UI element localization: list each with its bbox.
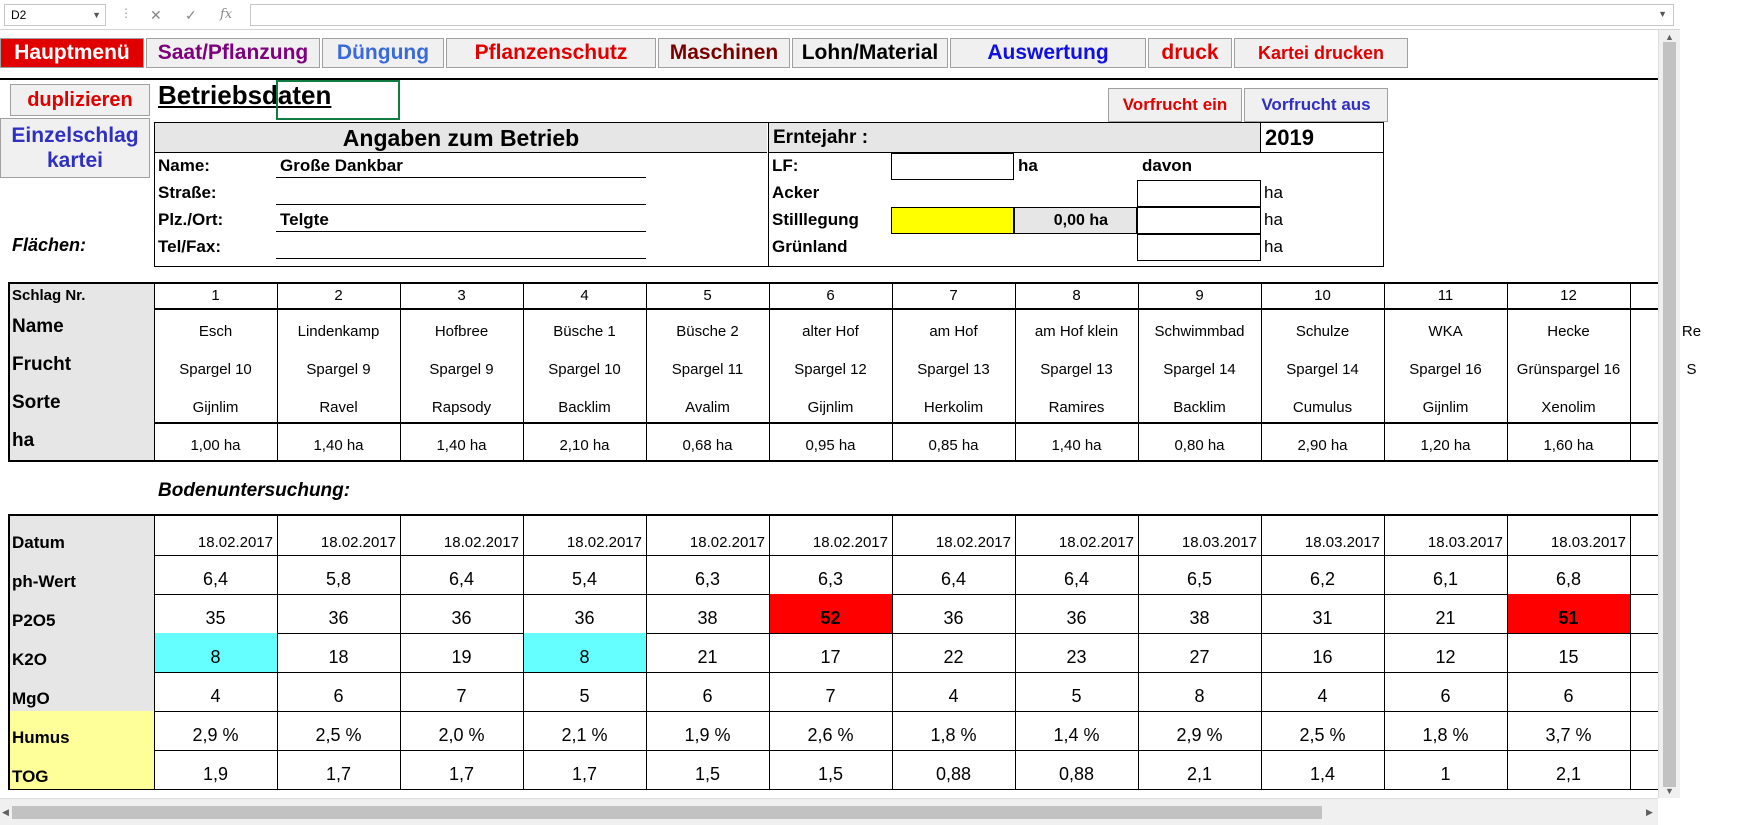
soil-datum-cell[interactable]: 18.02.2017 [935,534,1011,551]
soil-ph-cell[interactable]: 6,4 [940,569,967,589]
row-label-tog: TOG [8,750,154,789]
field-schlag-nr-cell[interactable]: 5 [703,287,712,304]
fields-col-divider [523,282,524,460]
field-frucht-cell[interactable]: Spargel 14 [1163,361,1236,378]
soil-mgo-cell[interactable]: 4 [1317,686,1328,706]
row-label-schlag-nr: Schlag Nr. [8,284,154,308]
soil-k2o-cell[interactable]: 17 [820,647,841,667]
soil-mgo-cell[interactable]: 5 [1071,686,1082,706]
soil-datum-cell[interactable]: 18.03.2017 [1427,534,1503,551]
field-schlag-nr-cell[interactable]: 10 [1314,287,1331,304]
soil-tog-cell[interactable]: 1,5 [694,764,721,784]
field-frucht-cell[interactable]: Spargel 10 [179,361,252,378]
field-sorte-cell[interactable] [1630,384,1753,422]
strasse-label: Straße: [158,183,217,202]
soil-p2o5-cell[interactable]: 36 [574,608,595,628]
field-frucht-cell[interactable]: Grünspargel 16 [1516,361,1621,378]
vorfrucht-ein-button[interactable]: Vorfrucht ein [1108,88,1242,122]
acker-unit: ha [1264,183,1283,202]
gruenland-unit: ha [1264,237,1283,256]
soil-k2o-cell[interactable]: 22 [943,647,964,667]
soil-mgo-cell[interactable]: 6 [333,686,344,706]
soil-p2o5-cell[interactable]: 31 [1312,608,1333,628]
soil-p2o5-cell[interactable]: 36 [1066,608,1087,628]
fields-left-border [8,282,10,460]
soil-datum-cell[interactable]: 18.02.2017 [320,534,396,551]
scroll-left-icon[interactable]: ◀ [2,807,9,817]
field-frucht-cell[interactable]: Spargel 12 [794,361,867,378]
menu-lohn-material[interactable]: Lohn/Material [792,38,948,68]
field-schlag-nr-cell[interactable]: 7 [949,287,958,304]
soil-humus-cell[interactable]: 2,9 % [1176,725,1223,745]
soil-datum-cell[interactable]: 18.02.2017 [197,534,273,551]
einzelschlag-kartei-button[interactable] [0,118,150,178]
field-frucht-cell[interactable]: S [1686,361,1697,378]
soil-humus-cell[interactable]: 2,1 % [561,725,608,745]
field-frucht-cell[interactable]: Spargel 16 [1409,361,1482,378]
field-name-cell[interactable]: alter Hof [802,323,859,340]
einzelschlag-label: Einzelschlag [11,124,139,147]
field-schlag-nr-cell[interactable]: 3 [457,287,466,304]
soil-tog-cell[interactable]: 1,7 [325,764,352,784]
soil-col-divider [1015,514,1016,789]
fields-col-divider [1384,282,1385,460]
horizontal-scroll-thumb[interactable] [12,806,1322,819]
soil-humus-cell[interactable]: 2,6 % [807,725,854,745]
soil-tog-cell[interactable]: 2,1 [1555,764,1582,784]
field-sorte-cell[interactable]: Ramires [1048,399,1105,416]
field-sorte-cell[interactable]: Gijnlim [192,399,239,416]
soil-mgo-cell[interactable]: 4 [948,686,959,706]
row-label-mgo: MgO [8,672,154,711]
soil-col-divider [277,514,278,789]
soil-p2o5-cell[interactable]: 36 [451,608,472,628]
soil-col-divider [1507,514,1508,789]
fields-col-divider [1507,282,1508,460]
tel-label: Tel/Fax: [158,237,221,256]
soil-col-divider [646,514,647,789]
soil-col-divider [400,514,401,789]
soil-p2o5-cell[interactable]: 51 [1507,594,1630,633]
menu-maschinen[interactable]: Maschinen [658,38,790,68]
field-schlag-nr-cell[interactable] [1630,284,1753,308]
menu-druck[interactable]: druck [1148,38,1232,68]
erntejahr-label: Erntejahr : [768,123,1260,153]
duplizieren-button[interactable]: duplizieren [10,84,150,116]
bodenuntersuchung-label: Bodenuntersuchung: [158,480,351,501]
field-frucht-cell[interactable]: Spargel 14 [1286,361,1359,378]
field-name-cell[interactable]: Esch [198,323,233,340]
row-label-datum: Datum [8,516,154,555]
horizontal-scrollbar[interactable] [0,798,1658,825]
row-label-frucht: Frucht [8,346,154,384]
scroll-down-icon[interactable]: ▼ [1665,786,1674,796]
row-label-p2o5: P2O5 [8,594,154,633]
soil-ph-cell[interactable]: 6,3 [817,569,844,589]
cancel-icon[interactable]: ✕ [150,7,162,23]
soil-tog-cell[interactable]: 0,88 [1058,764,1095,784]
formula-expand-icon[interactable]: ▼ [1658,9,1667,19]
field-schlag-nr-cell[interactable]: 12 [1560,287,1577,304]
stilllegung-input[interactable] [891,207,1014,234]
plz-underline [276,231,646,232]
field-sorte-cell[interactable]: Ravel [319,399,358,416]
fields-col-divider [1261,282,1262,460]
field-ha-cell[interactable]: 0,80 ha [1174,437,1225,454]
field-ha-cell[interactable]: 1,40 ha [436,437,487,454]
soil-mgo-cell[interactable]: 6 [1440,686,1451,706]
soil-p2o5-cell[interactable]: 38 [697,608,718,628]
soil-tog-cell[interactable]: 1,7 [448,764,475,784]
fields-col-divider [400,282,401,460]
soil-datum-cell[interactable]: 18.02.2017 [689,534,765,551]
soil-tog-cell[interactable]: 1 [1440,764,1451,784]
vertical-scrollbar[interactable] [1658,30,1680,798]
formula-input[interactable] [250,4,1674,26]
field-sorte-cell[interactable]: Gijnlim [1422,399,1469,416]
kartei-label: kartei [46,149,104,172]
field-ha-cell[interactable]: 1,00 ha [190,437,241,454]
strasse-underline [276,204,646,205]
soil-k2o-cell[interactable]: 18 [328,647,349,667]
soil-datum-cell[interactable]: 18.02.2017 [443,534,519,551]
soil-k2o-cell[interactable]: 23 [1066,647,1087,667]
tel-underline [276,258,646,259]
field-sorte-cell[interactable]: Avalim [685,399,730,416]
soil-mgo-cell[interactable]: 4 [210,686,221,706]
soil-k2o-cell[interactable]: 27 [1189,647,1210,667]
gruenland-label: Grünland [772,237,848,256]
field-schlag-nr-cell[interactable]: 6 [826,287,835,304]
row-label-k2o: K2O [8,633,154,672]
soil-ph-cell[interactable]: 6,2 [1309,569,1336,589]
field-sorte-cell[interactable]: Backlim [1173,399,1226,416]
plz-value[interactable]: Telgte [280,210,329,229]
soil-ph-cell[interactable]: 5,4 [571,569,598,589]
soil-col-divider [1261,514,1262,789]
field-name-cell[interactable]: am Hof klein [1034,323,1119,340]
stilllegung-unit: ha [1264,210,1283,229]
soil-col-divider [769,514,770,789]
soil-tog-cell[interactable]: 0,88 [935,764,972,784]
soil-humus-cell[interactable]: 2,9 % [192,725,239,745]
soil-tog-cell[interactable]: 1,5 [817,764,844,784]
field-frucht-cell[interactable]: Spargel 13 [1040,361,1113,378]
soil-ph-cell[interactable]: 6,8 [1555,569,1582,589]
field-name-cell[interactable]: Hecke [1547,323,1590,340]
field-sorte-cell[interactable]: Gijnlim [807,399,854,416]
field-name-cell[interactable]: Büsche 1 [553,323,616,340]
enter-icon[interactable]: ✓ [185,7,197,23]
soil-mgo-cell[interactable]: 6 [1563,686,1574,706]
field-sorte-cell[interactable]: Backlim [558,399,611,416]
fields-col-divider [1015,282,1016,460]
flaechen-label: Flächen: [12,235,87,255]
fields-col-divider [646,282,647,460]
scroll-right-icon[interactable]: ▶ [1646,807,1653,817]
stilllegung-value: 0,00 ha [1014,207,1137,234]
soil-humus-cell[interactable]: 1,8 % [930,725,977,745]
formula-bar-separator: ⋮ [120,6,132,20]
fields-col-divider [277,282,278,460]
soil-ph-cell[interactable]: 6,5 [1186,569,1213,589]
field-schlag-nr-cell[interactable]: 4 [580,287,589,304]
soil-humus-cell[interactable]: 1,9 % [684,725,731,745]
soil-p2o5-cell[interactable]: 21 [1435,608,1456,628]
menu-kartei-drucken[interactable]: Kartei drucken [1234,38,1408,68]
soil-col-divider [1630,514,1631,789]
soil-col-divider [892,514,893,789]
field-sorte-cell[interactable]: Herkolim [923,399,984,416]
formula-bar [0,0,1680,30]
lf-label: LF: [772,156,799,175]
soil-k2o-cell[interactable]: 8 [154,633,277,672]
field-ha-cell[interactable]: 1,40 ha [1051,437,1102,454]
davon-label: davon [1142,156,1193,175]
selected-cell-d2[interactable] [276,80,400,120]
page-title: Betriebsdaten [158,80,332,110]
field-name-cell[interactable]: am Hof [929,323,978,340]
soil-datum-cell[interactable]: 18.02.2017 [566,534,642,551]
menu-duengung[interactable]: Düngung [322,38,444,68]
field-name-cell[interactable]: WKA [1428,323,1463,340]
betrieb-header: Angaben zum Betrieb [155,123,767,153]
stilllegung-davon-input[interactable] [1137,207,1261,234]
field-ha-cell[interactable]: 1,40 ha [313,437,364,454]
field-schlag-nr-cell[interactable]: 2 [334,287,343,304]
field-name-cell[interactable]: Re [1681,323,1702,340]
name-box-value: D2 [11,8,27,22]
soil-p2o5-cell[interactable]: 36 [943,608,964,628]
acker-input[interactable] [1137,180,1261,207]
field-name-cell[interactable]: Hofbree [434,323,489,340]
field-ha-cell[interactable] [1630,422,1753,460]
soil-tog-cell[interactable]: 1,9 [202,764,229,784]
soil-col-divider [1138,514,1139,789]
field-sorte-cell[interactable]: Cumulus [1292,399,1353,416]
lf-input[interactable] [891,153,1014,180]
field-ha-cell[interactable]: 1,60 ha [1543,437,1594,454]
soil-humus-cell[interactable]: 3,7 % [1545,725,1592,745]
soil-mgo-cell[interactable]: 6 [702,686,713,706]
field-ha-cell[interactable]: 0,68 ha [682,437,733,454]
fields-col-divider [154,282,155,460]
soil-tog-cell[interactable]: 1,7 [571,764,598,784]
soil-datum-cell[interactable]: 18.03.2017 [1550,534,1626,551]
field-ha-cell[interactable]: 0,85 ha [928,437,979,454]
menu-saat-pflanzung[interactable]: Saat/Pflanzung [146,38,320,68]
menu-hauptmenu[interactable]: Hauptmenü [0,38,144,68]
vorfrucht-aus-button[interactable]: Vorfrucht aus [1244,88,1388,122]
erntejahr-value[interactable]: 2019 [1260,123,1384,153]
soil-p2o5-cell[interactable]: 36 [328,608,349,628]
name-box[interactable] [4,4,106,26]
field-schlag-nr-cell[interactable]: 9 [1195,287,1204,304]
row-label-humus: Humus [8,711,154,750]
field-frucht-cell[interactable]: Spargel 10 [548,361,621,378]
soil-tog-cell[interactable]: 2,1 [1186,764,1213,784]
betrieb-divider [768,153,769,267]
soil-left-border [8,514,10,789]
field-ha-cell[interactable]: 2,10 ha [559,437,610,454]
row-label-ha: ha [8,422,154,460]
field-frucht-cell[interactable]: Spargel 13 [917,361,990,378]
name-value[interactable]: Große Dankbar [280,156,403,175]
row-label-ph: ph-Wert [8,555,154,594]
soil-k2o-cell[interactable]: 21 [697,647,718,667]
field-schlag-nr-cell[interactable]: 1 [211,287,220,304]
field-schlag-nr-cell[interactable]: 8 [1072,287,1081,304]
soil-ph-cell[interactable]: 6,4 [448,569,475,589]
field-frucht-cell[interactable]: Spargel 11 [671,361,744,378]
fields-col-divider [1138,282,1139,460]
soil-p2o5-cell[interactable]: 35 [205,608,226,628]
name-box-dropdown-icon[interactable]: ▼ [92,10,101,20]
field-frucht-cell[interactable]: Spargel 9 [429,361,494,378]
function-icon[interactable]: fx [220,7,233,22]
field-sorte-cell[interactable]: Xenolim [1541,399,1596,416]
soil-k2o-cell[interactable]: 16 [1312,647,1333,667]
soil-datum-cell[interactable]: 18.03.2017 [1181,534,1257,551]
soil-humus-cell[interactable]: 1,4 % [1053,725,1100,745]
soil-k2o-cell[interactable]: 19 [451,647,472,667]
soil-mgo-cell[interactable]: 5 [579,686,590,706]
soil-ph-cell[interactable]: 6,4 [202,569,229,589]
row-label-sorte: Sorte [8,384,154,422]
field-sorte-cell[interactable]: Rapsody [431,399,492,416]
lf-unit: ha [1018,156,1038,175]
soil-ph-cell[interactable]: 6,1 [1432,569,1459,589]
vertical-scroll-thumb[interactable] [1663,42,1676,787]
soil-datum-cell[interactable]: 18.02.2017 [812,534,888,551]
field-frucht-cell[interactable]: Spargel 9 [306,361,371,378]
acker-label: Acker [772,183,820,202]
stilllegung-label: Stilllegung [772,210,859,229]
soil-p2o5-cell[interactable]: 38 [1189,608,1210,628]
menu-pflanzenschutz[interactable]: Pflanzenschutz [446,38,656,68]
soil-mgo-cell[interactable]: 7 [456,686,467,706]
soil-k2o-cell[interactable]: 8 [523,633,646,672]
soil-humus-cell[interactable]: 1,8 % [1422,725,1469,745]
field-name-cell[interactable]: Schulze [1295,323,1350,340]
soil-mgo-cell[interactable]: 7 [825,686,836,706]
soil-humus-cell[interactable]: 2,5 % [1299,725,1346,745]
soil-humus-cell[interactable]: 2,0 % [438,725,485,745]
soil-k2o-cell[interactable]: 15 [1558,647,1579,667]
gruenland-input[interactable] [1137,234,1261,261]
fields-col-divider [892,282,893,460]
field-name-cell[interactable]: Lindenkamp [297,323,380,340]
fields-col-divider [769,282,770,460]
plz-label: Plz./Ort: [158,210,224,229]
soil-k2o-cell[interactable]: 12 [1435,647,1456,667]
scroll-up-icon[interactable]: ▲ [1665,32,1674,42]
field-name-cell[interactable]: Schwimmbad [1154,323,1245,340]
soil-datum-cell[interactable]: 18.02.2017 [1058,534,1134,551]
field-schlag-nr-cell[interactable]: 11 [1437,287,1454,304]
soil-datum-cell[interactable]: 18.03.2017 [1304,534,1380,551]
menu-auswertung[interactable]: Auswertung [950,38,1146,68]
soil-tog-cell[interactable]: 1,4 [1309,764,1336,784]
fields-col-divider [1630,282,1631,460]
soil-col-divider [1384,514,1385,789]
soil-mgo-cell[interactable]: 8 [1194,686,1205,706]
row-label-name: Name [8,308,154,346]
fields-bottom-border [8,460,1658,462]
worksheet [0,30,1702,798]
field-name-cell[interactable]: Büsche 2 [676,323,739,340]
soil-col-divider [154,514,155,789]
soil-p2o5-cell[interactable]: 52 [769,594,892,633]
field-ha-cell[interactable]: 2,90 ha [1297,437,1348,454]
soil-humus-cell[interactable]: 2,5 % [315,725,362,745]
field-ha-cell[interactable]: 1,20 ha [1420,437,1471,454]
field-ha-cell[interactable]: 0,95 ha [805,437,856,454]
soil-ph-cell[interactable]: 6,3 [694,569,721,589]
soil-row-border [8,789,1658,790]
name-label: Name: [158,156,210,175]
name-underline [276,177,646,178]
soil-ph-cell[interactable]: 5,8 [325,569,352,589]
soil-ph-cell[interactable]: 6,4 [1063,569,1090,589]
soil-col-divider [523,514,524,789]
